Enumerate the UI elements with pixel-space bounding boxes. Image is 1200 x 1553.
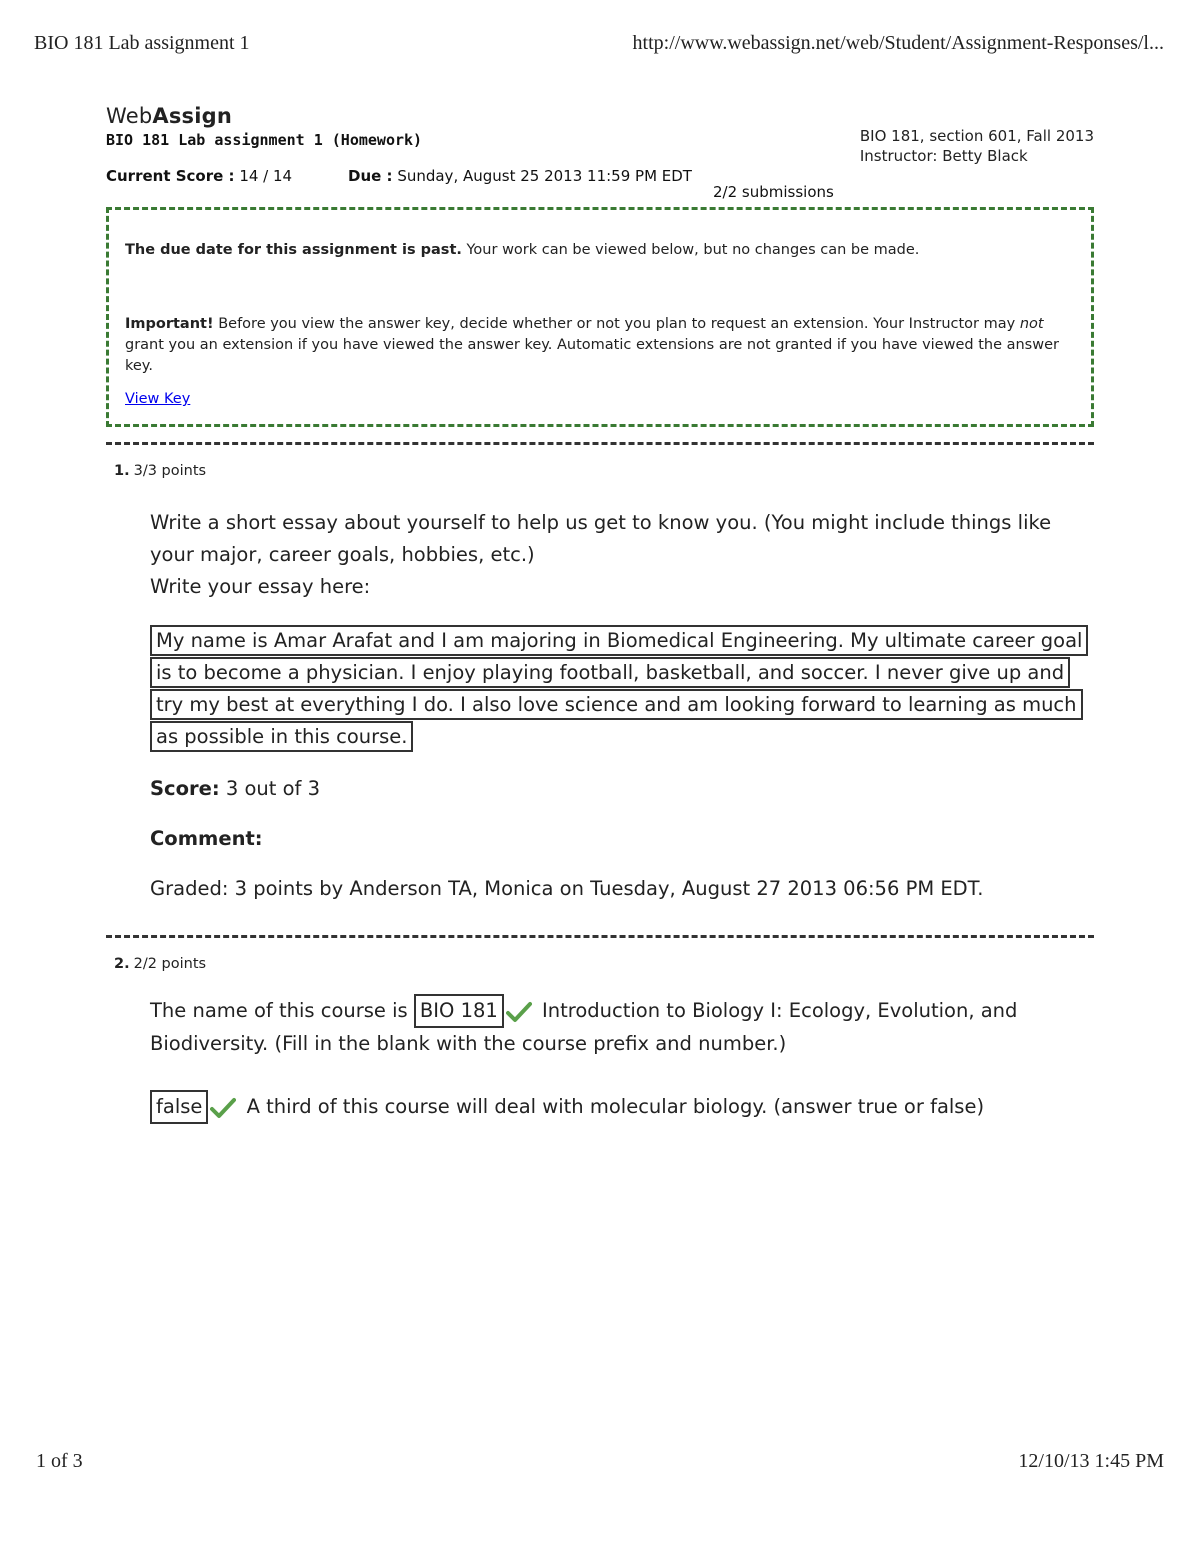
webassign-logo: WebAssign <box>106 104 233 128</box>
submissions-count: 2/2 submissions <box>713 183 834 201</box>
due-past-message: The due date for this assignment is past. Your work can be viewed below, but no changes can be made. <box>125 242 920 258</box>
question-prompt-2: Write your essay here: <box>150 575 371 598</box>
print-header-url: http://www.webassign.net/web/Student/Assignment-Responses/l... <box>632 32 1164 54</box>
question-divider <box>106 935 1094 938</box>
view-key-link[interactable]: View Key <box>125 391 191 407</box>
assignment-title: BIO 181 Lab assignment 1 (Homework) <box>106 131 423 149</box>
score-row <box>106 167 1094 205</box>
page-number: 1 of 3 <box>36 1450 83 1472</box>
print-datetime: 12/10/13 1:45 PM <box>1018 1450 1164 1472</box>
question-score: Score: 3 out of 3 <box>150 777 320 800</box>
course-name: BIO 181, section 601, Fall 2013 <box>859 127 1094 145</box>
question-header: 1. 3/3 points <box>114 463 207 479</box>
fill-blank-question: The name of this course is BIO 181 Introduction to Biology I: Ecology, Evolution, and Biodiversity. (Fill in the blank with the course prefix and number.) <box>150 994 1094 1060</box>
current-score: Current Score : 14 / 14 <box>106 167 293 185</box>
question-header: 2. 2/2 points <box>114 956 207 972</box>
question-divider <box>106 442 1094 445</box>
due-date-notice <box>106 207 1094 427</box>
check-icon <box>210 1097 236 1119</box>
important-message: Important! Before you view the answer key, decide whether or not you plan to request an extension. Your Instructor may not grant you an extension if you have viewed the answer key. Automatic extensions are not granted if you have viewed the answer key. <box>125 316 1059 374</box>
question-prompt: Write a short essay about yourself to help us get to know you. (You might include things like your major, career goals, hobbies, etc.) <box>150 511 1052 566</box>
course-info <box>860 126 1094 166</box>
blank-answer-course: BIO 181 <box>414 994 504 1028</box>
print-header-title: BIO 181 Lab assignment 1 <box>34 32 250 54</box>
check-icon <box>506 1001 532 1023</box>
graded-info: Graded: 3 points by Anderson TA, Monica on Tuesday, August 27 2013 06:56 PM EDT. <box>150 877 984 900</box>
essay-answer: My name is Amar Arafat and I am majoring in Biomedical Engineering. My ultimate career goal is to become a physician. I enjoy playing football, basketball, and soccer. I never give up and try my best at everything I do. I also love science and am looking forward to learning as much as possible in this course. <box>150 625 1088 752</box>
true-false-question: false A third of this course will deal with molecular biology. (answer true or false) <box>150 1090 1094 1124</box>
question-1 <box>106 463 1094 905</box>
comment-label: Comment: <box>150 827 263 850</box>
blank-answer-true-false: false <box>150 1090 208 1124</box>
due-date: Due : Sunday, August 25 2013 11:59 PM EDT <box>348 167 692 185</box>
assignment-page <box>106 104 1094 1124</box>
question-2 <box>106 956 1094 1124</box>
instructor-name: Instructor: Betty Black <box>859 147 1028 165</box>
